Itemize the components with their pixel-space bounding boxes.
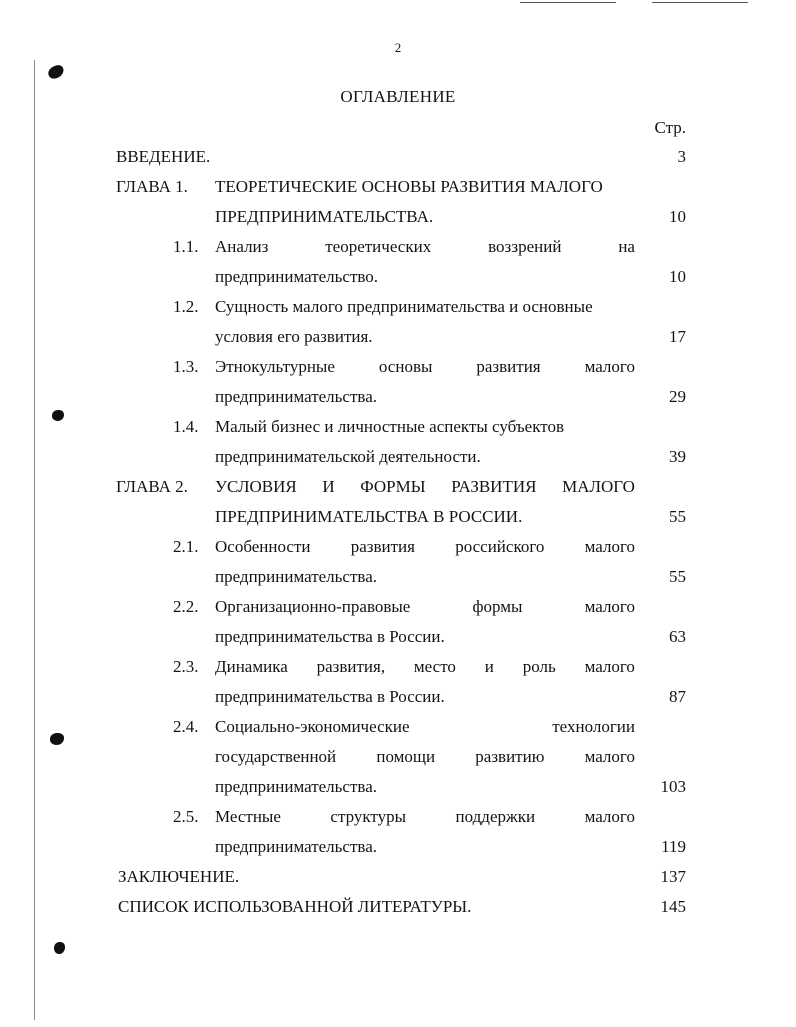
toc-entry-2-1 [116, 534, 686, 560]
word: структуры [330, 807, 407, 826]
word: малого [584, 597, 635, 616]
punch-hole-3 [50, 733, 64, 745]
entry-title [215, 804, 635, 830]
word: российского [455, 537, 545, 556]
word: малого [584, 747, 635, 766]
word: государственной [215, 747, 337, 766]
scan-left-edge [34, 60, 35, 1020]
word: Местные [215, 807, 281, 826]
entry-number: 2.3. [173, 657, 199, 676]
toc-title: ОГЛАВЛЕНИЕ [340, 87, 456, 106]
entry-number: 2.1. [173, 537, 199, 556]
entry-title-cont: предпринимательской деятельности. [215, 447, 481, 466]
entry-number: 1.2. [173, 297, 199, 316]
word: роль [522, 657, 556, 676]
toc-entry-chapter-1-cont [116, 204, 686, 230]
entry-page: 55 [669, 567, 686, 586]
toc-entry-bibliography [118, 894, 686, 920]
entry-title-cont: предпринимательства в России. [215, 627, 445, 646]
entry-number: 2.2. [173, 597, 199, 616]
toc-entry-conclusion [118, 864, 686, 890]
entry-title: Малый бизнес и личностные аспекты субъектов [215, 417, 564, 436]
entry-number: 1.4. [173, 417, 199, 436]
toc-entry-1-1 [116, 234, 686, 260]
word: технологии [552, 717, 635, 736]
entry-title: ВВЕДЕНИЕ. [116, 147, 211, 166]
word: формы [472, 597, 523, 616]
toc-entry-2-4-cont-2 [116, 774, 686, 800]
entry-title-cont: предпринимательства. [215, 777, 377, 796]
punch-hole-1 [46, 63, 66, 81]
toc-entry-1-3 [116, 354, 686, 380]
word: Анализ [215, 237, 269, 256]
entry-number: ГЛАВА 2. [116, 477, 188, 496]
punch-hole-4 [54, 942, 65, 954]
toc-entry-2-2-cont [116, 624, 686, 650]
toc-entry-chapter-1 [116, 174, 686, 200]
entry-title [215, 714, 635, 740]
toc-entry-1-2 [116, 294, 686, 320]
page-number: 2 [394, 40, 402, 55]
entry-title [215, 354, 635, 380]
entry-page: 10 [669, 207, 686, 226]
entry-page: 39 [669, 447, 686, 466]
word: РАЗВИТИЯ [451, 477, 537, 496]
word: на [618, 237, 635, 256]
entry-title-cont: условия его развития. [215, 327, 373, 346]
word: развития, [316, 657, 386, 676]
toc-entry-2-3 [116, 654, 686, 680]
word: воззрений [488, 237, 562, 256]
toc-entry-1-2-cont [116, 324, 686, 350]
entry-title: Сущность малого предпринимательства и основные [215, 297, 593, 316]
entry-page: 63 [669, 627, 686, 646]
word: основы [378, 357, 433, 376]
entry-page: 10 [669, 267, 686, 286]
entry-title-cont: предпринимательства. [215, 567, 377, 586]
entry-number: 1.1. [173, 237, 199, 256]
word: развития [350, 537, 415, 556]
entry-title [215, 474, 635, 500]
word: поддержки [455, 807, 536, 826]
entry-page: 87 [669, 687, 686, 706]
toc-entry-chapter-2-cont [116, 504, 686, 530]
entry-number: ГЛАВА 1. [116, 177, 188, 196]
entry-title-cont: предпринимательства. [215, 387, 377, 406]
entry-title [215, 534, 635, 560]
entry-title-cont: предпринимательства в России. [215, 687, 445, 706]
word: Этнокультурные [215, 357, 335, 376]
entry-page: 137 [660, 867, 686, 886]
entry-title: СПИСОК ИСПОЛЬЗОВАННОЙ ЛИТЕРАТУРЫ. [118, 897, 472, 916]
word: малого [584, 537, 635, 556]
toc-entry-chapter-2 [116, 474, 686, 500]
word: теоретических [325, 237, 432, 256]
toc-entry-2-4-cont [116, 744, 686, 770]
entry-title-cont [215, 744, 635, 770]
entry-number: 2.5. [173, 807, 199, 826]
toc-entry-1-3-cont [116, 384, 686, 410]
toc-entry-1-4 [116, 414, 686, 440]
entry-title [215, 594, 635, 620]
word: место [413, 657, 456, 676]
toc-entry-2-4 [116, 714, 686, 740]
entry-page: 29 [669, 387, 686, 406]
entry-title-cont: ПРЕДПРИНИМАТЕЛЬСТВА. [215, 207, 434, 226]
entry-page: 3 [677, 147, 686, 166]
word: УСЛОВИЯ [215, 477, 297, 496]
entry-title-cont: предпринимательство. [215, 267, 379, 286]
word: Особенности [215, 537, 311, 556]
entry-page: 119 [661, 837, 686, 856]
word: Организационно-правовые [215, 597, 411, 616]
word: развитию [475, 747, 545, 766]
toc-entry-introduction [116, 144, 686, 170]
scan-top-line-1 [520, 2, 616, 3]
scan-top-line-2 [652, 2, 748, 3]
page-column-header: Стр. [654, 118, 686, 137]
word: малого [584, 357, 635, 376]
word: И [322, 477, 335, 496]
entry-title [215, 234, 635, 260]
word: и [484, 657, 494, 676]
word: МАЛОГО [562, 477, 635, 496]
punch-hole-2 [52, 410, 64, 421]
toc-entry-2-2 [116, 594, 686, 620]
word: развития [476, 357, 541, 376]
entry-title [215, 654, 635, 680]
entry-title: ТЕОРЕТИЧЕСКИЕ ОСНОВЫ РАЗВИТИЯ МАЛОГО [215, 177, 603, 196]
entry-number: 2.4. [173, 717, 199, 736]
word: Социально-экономические [215, 717, 410, 736]
word: Динамика [215, 657, 288, 676]
toc-entry-2-5 [116, 804, 686, 830]
entry-title-cont: ПРЕДПРИНИМАТЕЛЬСТВА В РОССИИ. [215, 507, 523, 526]
word: ФОРМЫ [360, 477, 426, 496]
toc-entry-2-1-cont [116, 564, 686, 590]
entry-page: 145 [660, 897, 686, 916]
entry-page: 55 [669, 507, 686, 526]
toc-entry-2-3-cont [116, 684, 686, 710]
toc-entry-1-4-cont [116, 444, 686, 470]
toc-entry-1-1-cont [116, 264, 686, 290]
entry-title-cont: предпринимательства. [215, 837, 377, 856]
word: малого [584, 807, 635, 826]
word: малого [584, 657, 635, 676]
entry-title: ЗАКЛЮЧЕНИЕ. [118, 867, 240, 886]
entry-number: 1.3. [173, 357, 199, 376]
toc-entry-2-5-cont [116, 834, 686, 860]
entry-page: 17 [669, 327, 686, 346]
entry-page: 103 [660, 777, 686, 796]
word: помощи [376, 747, 436, 766]
